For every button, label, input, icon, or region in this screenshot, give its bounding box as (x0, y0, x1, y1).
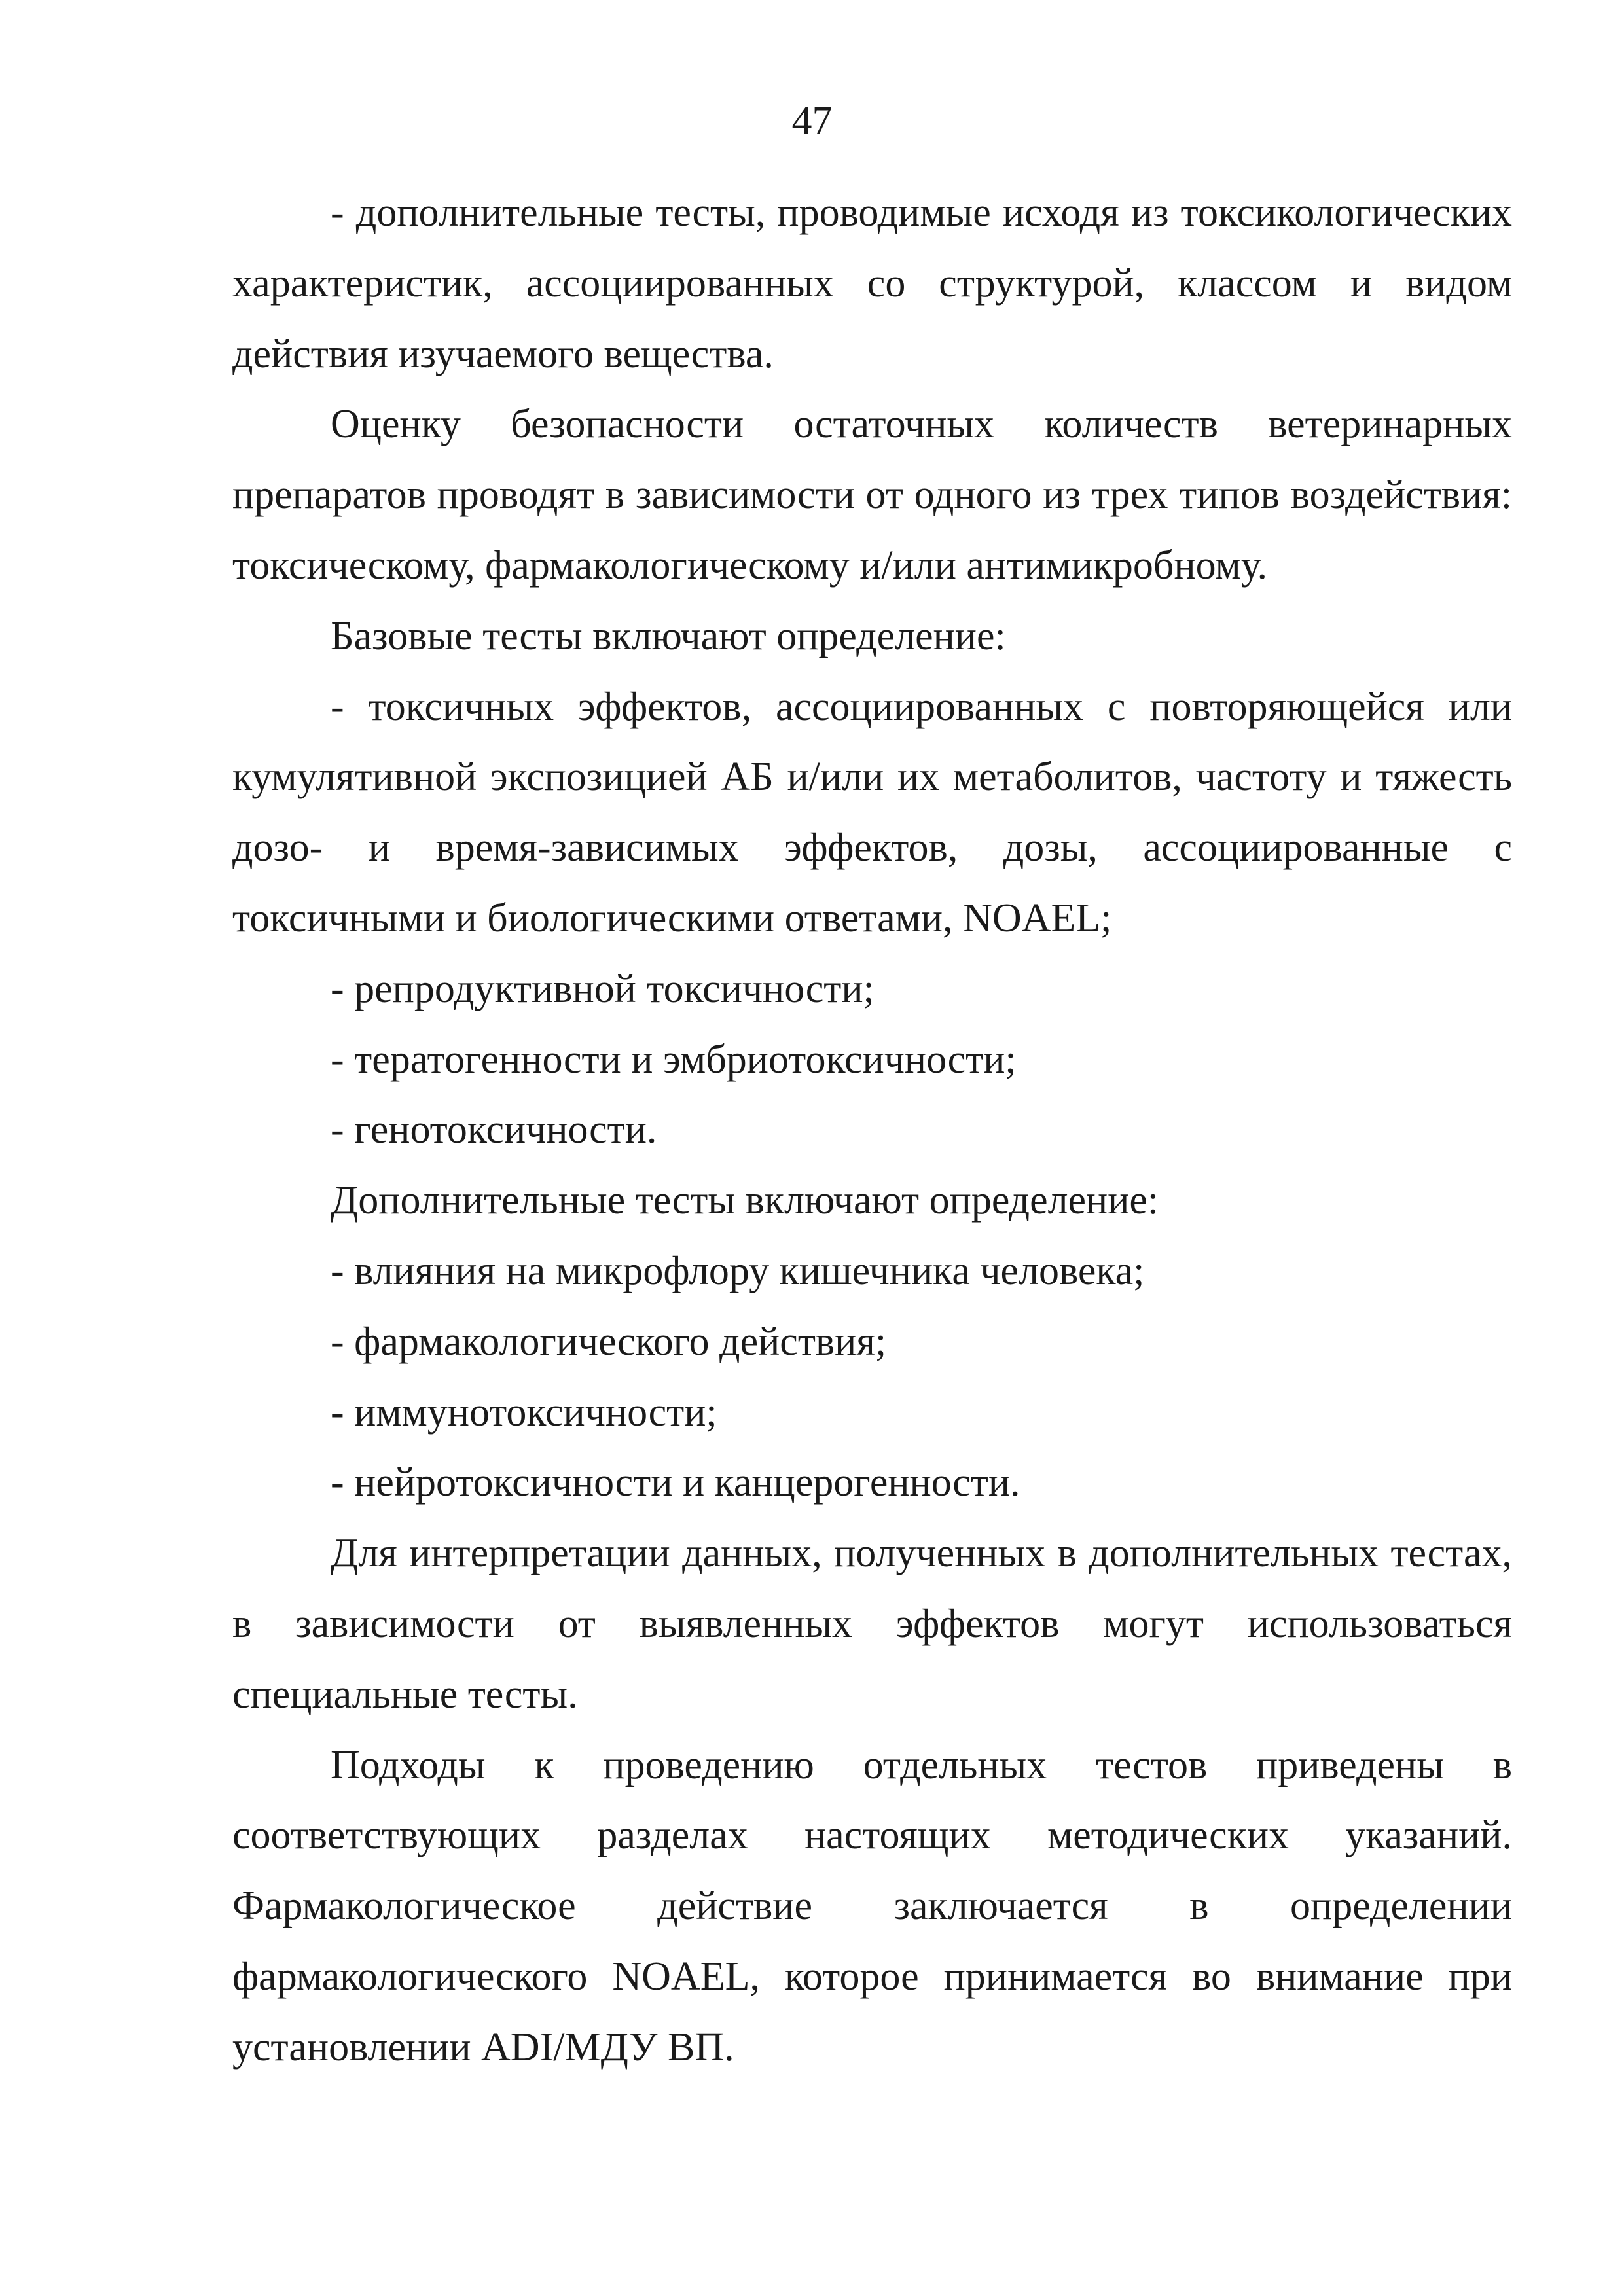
list-item-toxic-effects: - токсичных эффектов, ассоциированных с повторяющейся или кумулятивной экспозицией АБ и/или их метаболитов, частоту и тяжесть дозо- и время-зависимых эффектов, дозы, ассоциированные с токсичными и биологическими ответами, NOAEL; (232, 684, 1512, 941)
list-item-microflora: - влияния на микрофлору кишечника человека; (331, 1248, 1145, 1293)
list-item-genotoxicity: - генотоксичности. (331, 1107, 657, 1153)
list-item-pharmacological-action: - фармакологического действия; (331, 1319, 887, 1364)
list-item-teratogenicity: - тератогенности и эмбриотоксичности; (331, 1037, 1017, 1082)
document-body (232, 178, 1512, 2083)
paragraph-approaches: Подходы к проведению отдельных тестов приведены в соответствующих разделах настоящих методических указаний. Фармакологическое действие заключается в определении фармакологического NOAEL, которое принимается во внимание при установлении ADI/МДУ ВП. (232, 1742, 1512, 2070)
list-item-reproductive-toxicity: - репродуктивной токсичности; (331, 966, 875, 1011)
list-item-immunotoxicity: - иммунотоксичности; (331, 1390, 717, 1435)
paragraph-basic-tests-heading: Базовые тесты включают определение: (331, 613, 1006, 658)
paragraph-additional-tests-intro: - дополнительные тесты, проводимые исходя из токсикологических характеристик, ассоциированных со структурой, классом и видом действия изучаемого вещества. (232, 190, 1512, 376)
paragraph-safety-assessment: Оценку безопасности остаточных количеств ветеринарных препаратов проводят в зависимости от одного из трех типов воздействия: токсическому, фармакологическому и/или антимикробному. (232, 402, 1512, 588)
page-number: 47 (791, 99, 833, 143)
paragraph-data-interpretation: Для интерпретации данных, полученных в дополнительных тестах, в зависимости от выявленных эффектов могут использоваться специальные тесты. (232, 1531, 1512, 1717)
list-item-neurotoxicity: - нейротоксичности и канцерогенности. (331, 1460, 1020, 1505)
paragraph-additional-tests-heading: Дополнительные тесты включают определение: (331, 1178, 1159, 1223)
